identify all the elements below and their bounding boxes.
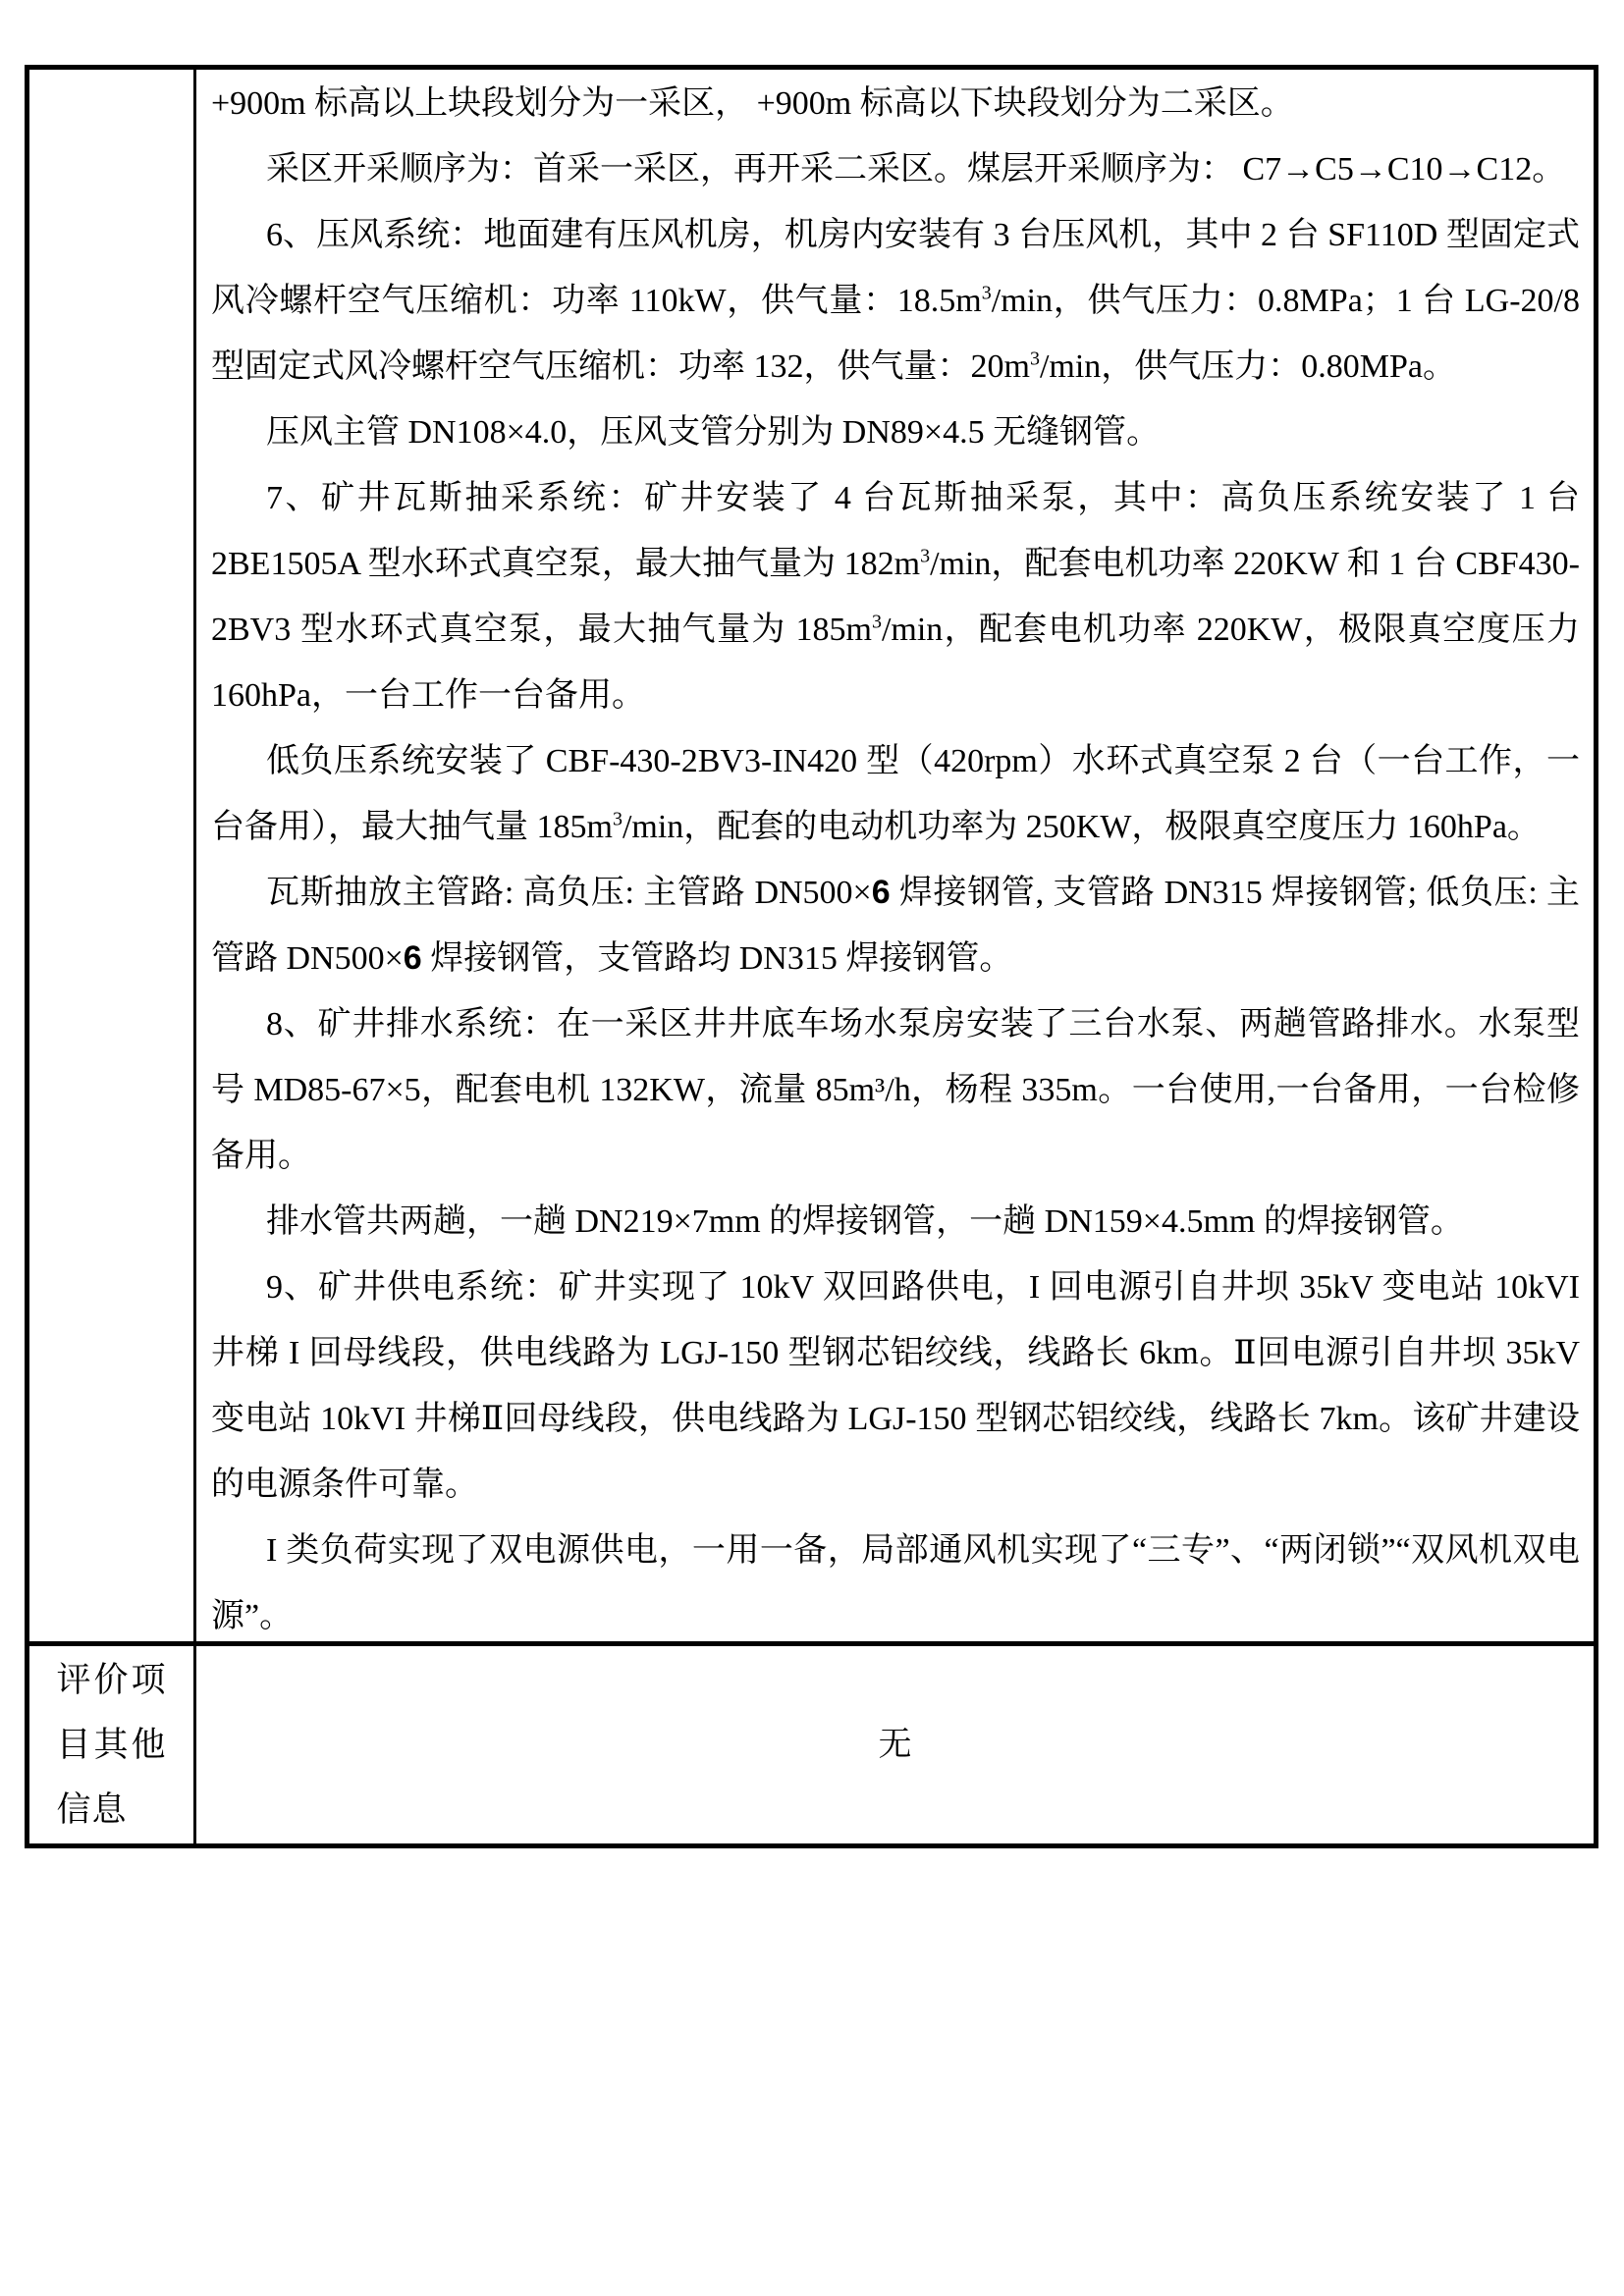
- text-run: /min，配套电机功率 220KW 和 1 台 CBF430-2BV3 型水环式真空泵，最大抽气量为 185m: [211, 546, 1580, 648]
- report-table: [25, 65, 1598, 1848]
- superscript-exponent: 3: [1029, 347, 1040, 370]
- text-run: /min，供气压力：0.8MPa；1 台 LG-20/8 型固定式风冷螺杆空气压缩机：功率 132，供气量：20m: [211, 283, 1580, 385]
- paragraph: [211, 202, 1580, 400]
- text-run: 焊接钢管, 支管路 DN315 焊接钢管; 低负压: 主管路 DN500×: [211, 875, 1580, 977]
- footer-row-label: 评价项目其他信息: [56, 1660, 167, 1829]
- paragraph: [211, 728, 1580, 860]
- text-run: /min，配套的电动机功率为 250KW，极限真空度压力 160hPa。: [622, 809, 1541, 845]
- paragraph: [211, 1189, 1580, 1255]
- paragraph: [211, 1518, 1580, 1641]
- text-run: 7、矿井瓦斯抽采系统：矿井安装了 4 台瓦斯抽采泵，其中：高负压系统安装了 1 台 2BE1505A 型水环式真空泵，最大抽气量为 182m: [211, 480, 1580, 582]
- superscript-exponent: 3: [612, 808, 623, 830]
- bold-number: 6: [871, 874, 891, 911]
- paragraph: [211, 465, 1580, 728]
- text-run: 低负压系统安装了 CBF-430-2BV3-IN420 型（420rpm）水环式真空泵 2 台（一台工作，一台备用），最大抽气量 185m: [211, 743, 1580, 845]
- text-run: 排水管共两趟，一趟 DN219×7mm 的焊接钢管，一趟 DN159×4.5mm 的焊接钢管。: [266, 1203, 1464, 1240]
- paragraph: [211, 1255, 1580, 1518]
- text-run: 采区开采顺序为：首采一采区，再开采二采区。煤层开采顺序为： C7→C5→C10→C12。: [266, 151, 1566, 187]
- text-run: 9、矿井供电系统：矿井实现了 10kV 双回路供电，I 回电源引自井坝 35kV 变电站 10kVI 井梯 I 回母线段，供电线路为 LGJ-150 型钢芯铝绞线，线路长 6km。Ⅱ回电源引自井坝 35kV 变电站 10kVI 井梯Ⅱ回母线段，供电线路为 LGJ-150 型钢芯铝绞线，线路长 7km。该矿井建设的电源条件可靠。: [211, 1269, 1580, 1503]
- bold-number: 6: [403, 939, 422, 977]
- superscript-exponent: 3: [920, 545, 931, 567]
- paragraph: [211, 400, 1580, 465]
- text-run: 瓦斯抽放主管路: 高负压: 主管路 DN500×: [266, 875, 872, 911]
- footer-row-value: 无: [878, 1726, 912, 1763]
- text-run: 压风主管 DN108×4.0，压风支管分别为 DN89×4.5 无缝钢管。: [266, 414, 1161, 451]
- superscript-exponent: 3: [981, 282, 992, 304]
- text-run: /min，配套电机功率 220KW，极限真空度压力 160hPa，一台工作一台备用。: [211, 612, 1580, 714]
- superscript-exponent: 3: [871, 611, 882, 633]
- paragraph: [211, 71, 1580, 136]
- text-run: 焊接钢管，支管路均 DN315 焊接钢管。: [421, 940, 1013, 977]
- table-row-main: [29, 70, 1594, 1641]
- paragraph: [211, 860, 1580, 991]
- main-content-cell: [196, 70, 1594, 1641]
- text-run: 6、压风系统：地面建有压风机房，机房内安装有 3 台压风机，其中 2 台 SF110D 型固定式风冷螺杆空气压缩机：功率 110kW，供气量：18.5m: [211, 217, 1580, 319]
- paragraph: [211, 136, 1580, 202]
- table-row-footer: [29, 1641, 1594, 1843]
- text-run: I 类负荷实现了双电源供电，一用一备，局部通风机实现了“三专”、“两闭锁”“双风机双电源”。: [211, 1532, 1580, 1634]
- footer-label-cell: [29, 1646, 196, 1843]
- paragraph: [211, 991, 1580, 1189]
- text-run: 8、矿井排水系统：在一采区井井底车场水泵房安装了三台水泵、两趟管路排水。水泵型号 MD85-67×5，配套电机 132KW，流量 85m³/h，杨程 335m。一台使用,一台备用，一台检修备用。: [211, 1006, 1580, 1174]
- main-row-label-cell-empty: [29, 70, 196, 1641]
- text-run: +900m 标高以上块段划分为一采区， +900m 标高以下块段划分为二采区。: [211, 85, 1294, 122]
- footer-value-cell: [196, 1646, 1594, 1843]
- text-run: /min，供气压力：0.80MPa。: [1039, 348, 1457, 385]
